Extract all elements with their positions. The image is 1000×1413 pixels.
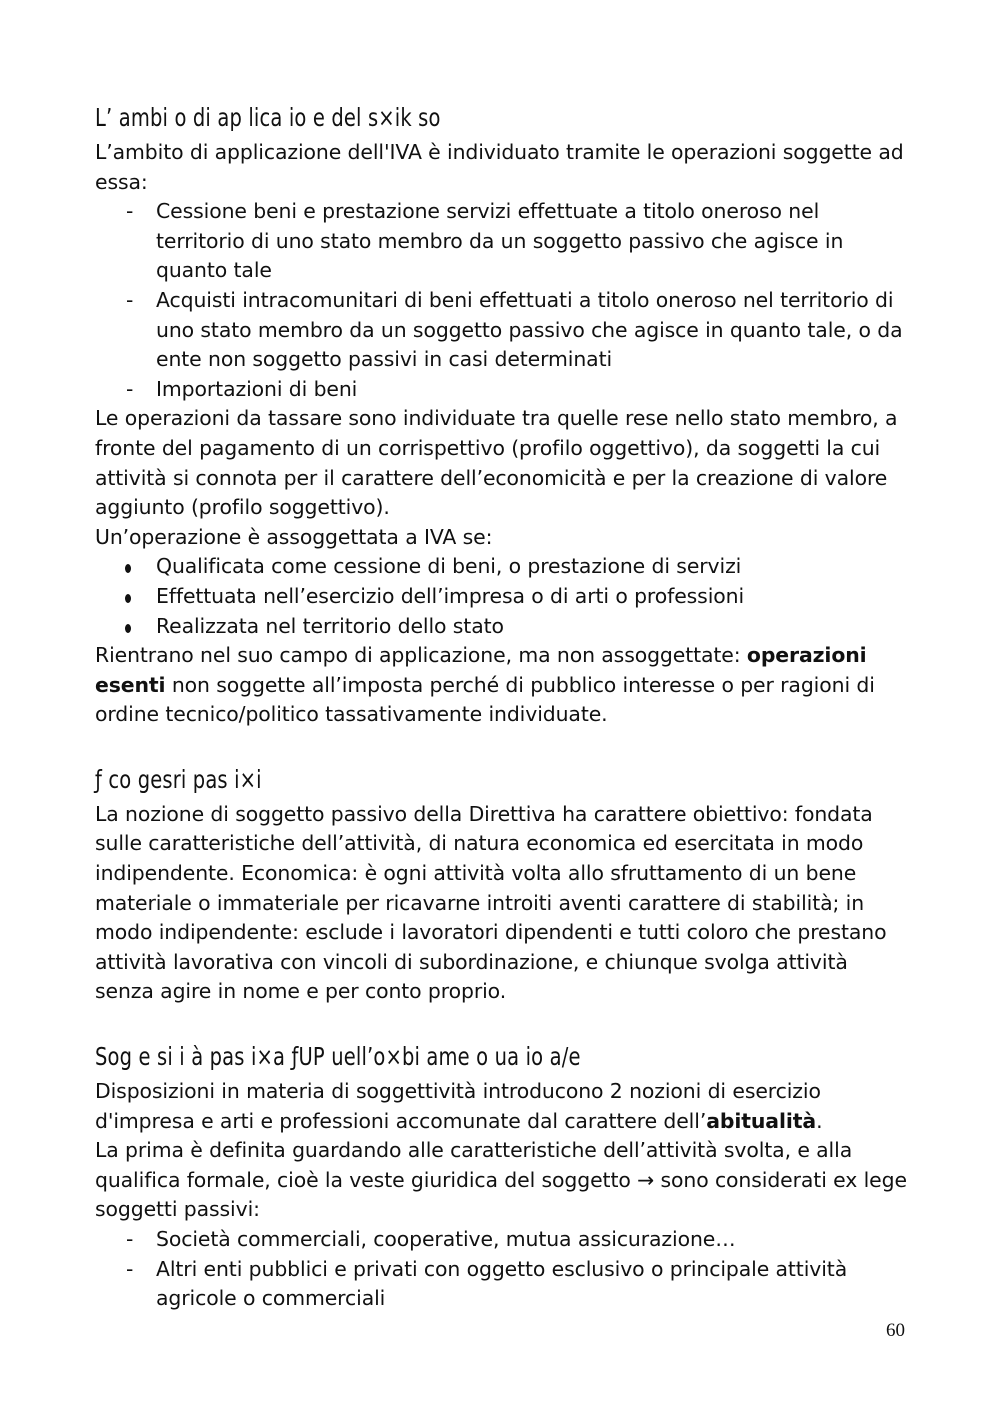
dash-marker: - bbox=[126, 287, 134, 312]
bold-term: operazioni esenti bbox=[95, 643, 867, 697]
section-heading-2: ƒ co gesri pas i×i bbox=[95, 764, 262, 794]
list-item: - Importazioni di beni bbox=[95, 375, 910, 405]
list-item: Effettuata nell’esercizio dell’impresa o di arti o professioni bbox=[95, 582, 910, 612]
section1-intro: L’ambito di applicazione dell'IVA è individuato tramite le operazioni soggette ad essa: bbox=[95, 140, 904, 194]
dash-marker: - bbox=[126, 1227, 134, 1251]
bullet-icon bbox=[125, 624, 131, 633]
list-item: - Società commerciali, cooperative, mutua assicurazione… bbox=[95, 1225, 910, 1255]
section1-bullet-list bbox=[95, 552, 910, 641]
section-heading-1: L’ ambi o di ap lica io e del s×ik so bbox=[95, 103, 441, 132]
section1-paragraph-2: Le operazioni da tassare sono individuate tra quelle rese nello stato membro, a fronte del pagamento di un corrispettivo (profilo oggettivo), da soggetti la cui attività si connota per il carattere dell’economicità e per la creazione di valore aggiunto (profilo soggettivo). bbox=[95, 406, 898, 520]
section1-dash-list bbox=[95, 197, 910, 404]
section3-paragraph-2: La prima è definita guardando alle caratteristiche dell’attività svolta, e alla qualifica formale, cioè la veste giuridica del soggetto → sono considerati ex lege soggetti passivi: bbox=[95, 1138, 907, 1222]
page-number: 60 bbox=[886, 1320, 905, 1341]
list-item: - Acquisti intracomunitari di beni effettuati a titolo oneroso nel territorio di uno stato membro da un soggetto passivo che agisce in quanto tale, o da ente non soggetto passivi in casi determinati bbox=[126, 287, 903, 372]
section2-paragraph: La nozione di soggetto passivo della Direttiva ha carattere obiettivo: fondata sulle caratteristiche dell’attività, di natura economica ed esercitata in modo indipendente. Economica: è ogni attività volta allo sfruttamento di un bene materiale o immateriale per ricavarne introiti aventi carattere di stabilità; in modo indipendente: esclude i lavoratori dipendenti e tutti coloro che prestano attività lavorativa con vincoli di subordinazione, e chiunque svolga attività senza agire in nome e per conto proprio. bbox=[95, 801, 887, 1004]
section1-paragraph-4: Rientrano nel suo campo di applicazione, ma non assoggettate: operazioni esenti non soggette all’imposta perché di pubblico interesse o per ragioni di ordine tecnico/politico tassativamente individuate. bbox=[95, 643, 875, 727]
section3-paragraph-1: Disposizioni in materia di soggettività introducono 2 nozioni di esercizio d'impresa e arti e professioni accomunate dal carattere dell’abitualità. bbox=[95, 1079, 823, 1133]
dash-marker: - bbox=[126, 1256, 134, 1281]
list-item: Qualificata come cessione di beni, o prestazione di servizi bbox=[95, 552, 910, 582]
section1-paragraph-3: Un’operazione è assoggettata a IVA se: bbox=[95, 524, 493, 549]
document-page bbox=[95, 98, 910, 1314]
list-item: - Altri enti pubblici e privati con oggetto esclusivo o principale attività agricole o commerciali bbox=[126, 1256, 848, 1311]
section-heading-3: Sog e si i à pas i×a ƒUP uell’o×bi ame o ua io a/e bbox=[95, 1042, 581, 1072]
bold-term: abitualità bbox=[706, 1108, 817, 1133]
section3-dash-list bbox=[95, 1225, 910, 1314]
dash-marker: - bbox=[126, 199, 134, 224]
list-item: - Cessione beni e prestazione servizi effettuate a titolo oneroso nel territorio di uno stato membro da un soggetto passivo che agisce in quanto tale bbox=[126, 199, 844, 283]
bullet-icon bbox=[125, 564, 131, 573]
bullet-icon bbox=[125, 594, 131, 603]
list-item: Realizzata nel territorio dello stato bbox=[95, 612, 910, 642]
dash-marker: - bbox=[126, 376, 134, 401]
